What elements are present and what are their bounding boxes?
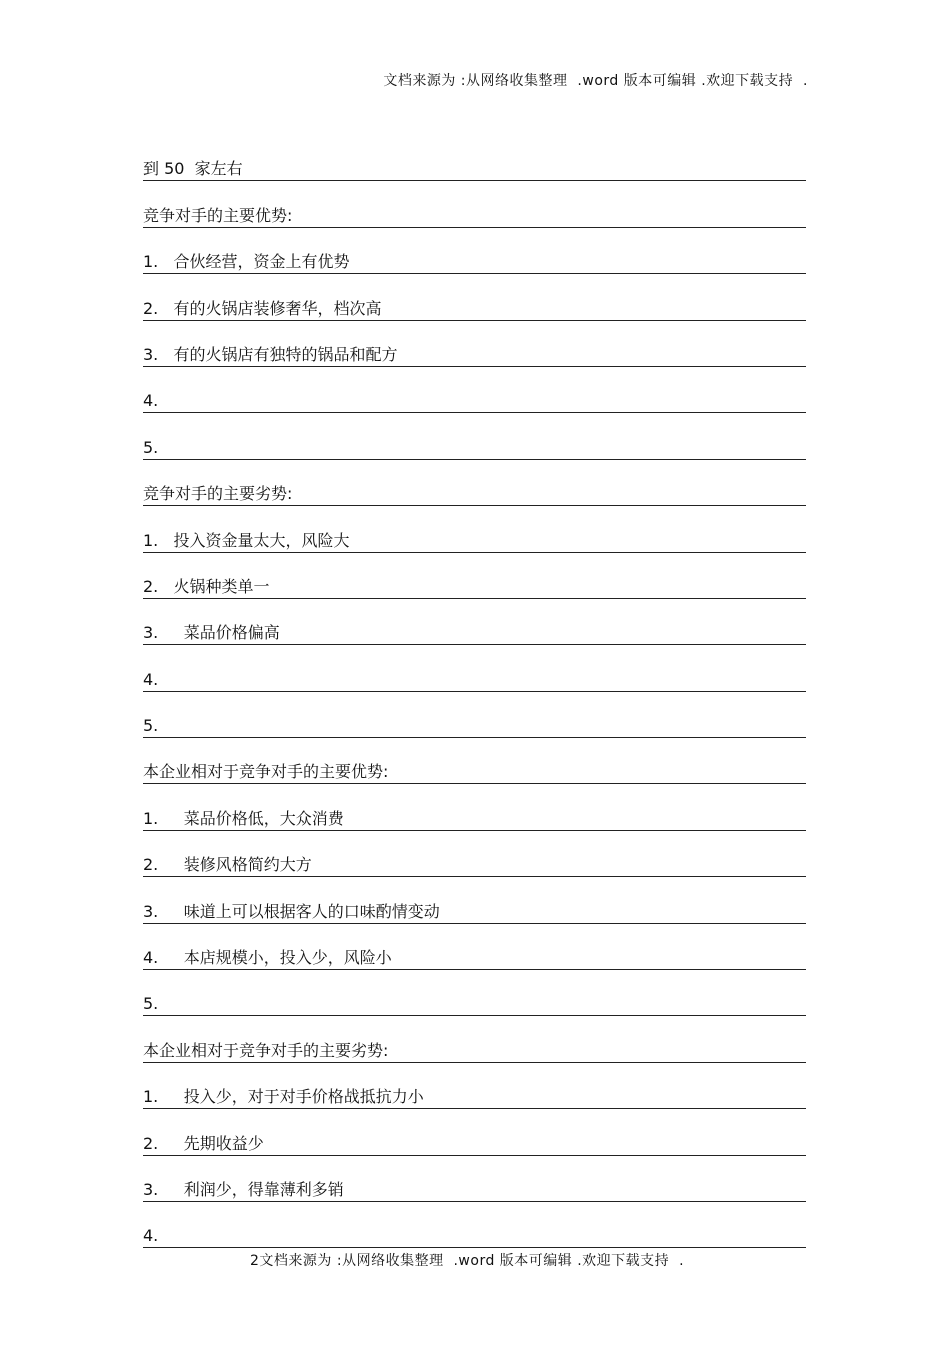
form-line	[143, 738, 806, 784]
form-line	[143, 506, 806, 552]
form-line	[143, 1109, 806, 1155]
list-item: 2. 有的火锅店装修奢华，档次高	[143, 299, 806, 321]
list-item: 2. 装修风格简约大方	[143, 855, 806, 877]
form-line	[143, 877, 806, 923]
list-item: 3. 有的火锅店有独特的锅品和配方	[143, 345, 806, 367]
form-line	[143, 321, 806, 367]
list-item: 4.	[143, 1226, 806, 1248]
list-item: 1. 投入少，对于对手价格战抵抗力小	[143, 1087, 806, 1109]
page-footer: 2文档来源为 :从网络收集整理 .word 版本可编辑 .欢迎下载支持 .	[250, 1253, 685, 1269]
section-heading: 本企业相对于竞争对手的主要劣势:	[143, 1041, 806, 1063]
list-item: 3. 菜品价格偏高	[143, 623, 806, 645]
list-item: 1. 投入资金量太大，风险大	[143, 531, 806, 553]
section-heading: 本企业相对于竞争对手的主要优势:	[143, 762, 806, 784]
form-line	[143, 924, 806, 970]
form-line	[143, 228, 806, 274]
form-line	[143, 1156, 806, 1202]
list-item: 3. 利润少，得靠薄利多销	[143, 1180, 806, 1202]
form-line	[143, 599, 806, 645]
list-item: 2. 先期收益少	[143, 1134, 806, 1156]
form-line	[143, 274, 806, 320]
form-line	[143, 181, 806, 227]
form-line	[143, 413, 806, 459]
form-line	[143, 1016, 806, 1062]
list-item: 4. 本店规模小，投入少，风险小	[143, 948, 806, 970]
section-heading: 竞争对手的主要劣势:	[143, 484, 806, 506]
list-item: 5.	[143, 716, 806, 738]
form-line	[143, 553, 806, 599]
form-line	[143, 831, 806, 877]
form-line	[143, 135, 806, 181]
form-line	[143, 692, 806, 738]
list-item: 2. 火锅种类单一	[143, 577, 806, 599]
form-line	[143, 645, 806, 691]
list-item: 4.	[143, 670, 806, 692]
list-item: 4.	[143, 391, 806, 413]
form-line	[143, 367, 806, 413]
form-line	[143, 460, 806, 506]
form-line	[143, 1063, 806, 1109]
form-lines	[143, 135, 806, 1248]
list-item: 5.	[143, 438, 806, 460]
line-text: 到 50 家左右	[143, 159, 806, 181]
list-item: 1. 菜品价格低，大众消费	[143, 809, 806, 831]
list-item: 1. 合伙经营，资金上有优势	[143, 252, 806, 274]
section-heading: 竞争对手的主要优势:	[143, 206, 806, 228]
list-item: 3. 味道上可以根据客人的口味酌情变动	[143, 902, 806, 924]
page-header: 文档来源为 :从网络收集整理 .word 版本可编辑 .欢迎下载支持 .	[383, 73, 808, 89]
form-line	[143, 1202, 806, 1248]
list-item: 5.	[143, 994, 806, 1016]
form-line	[143, 784, 806, 830]
form-line	[143, 970, 806, 1016]
